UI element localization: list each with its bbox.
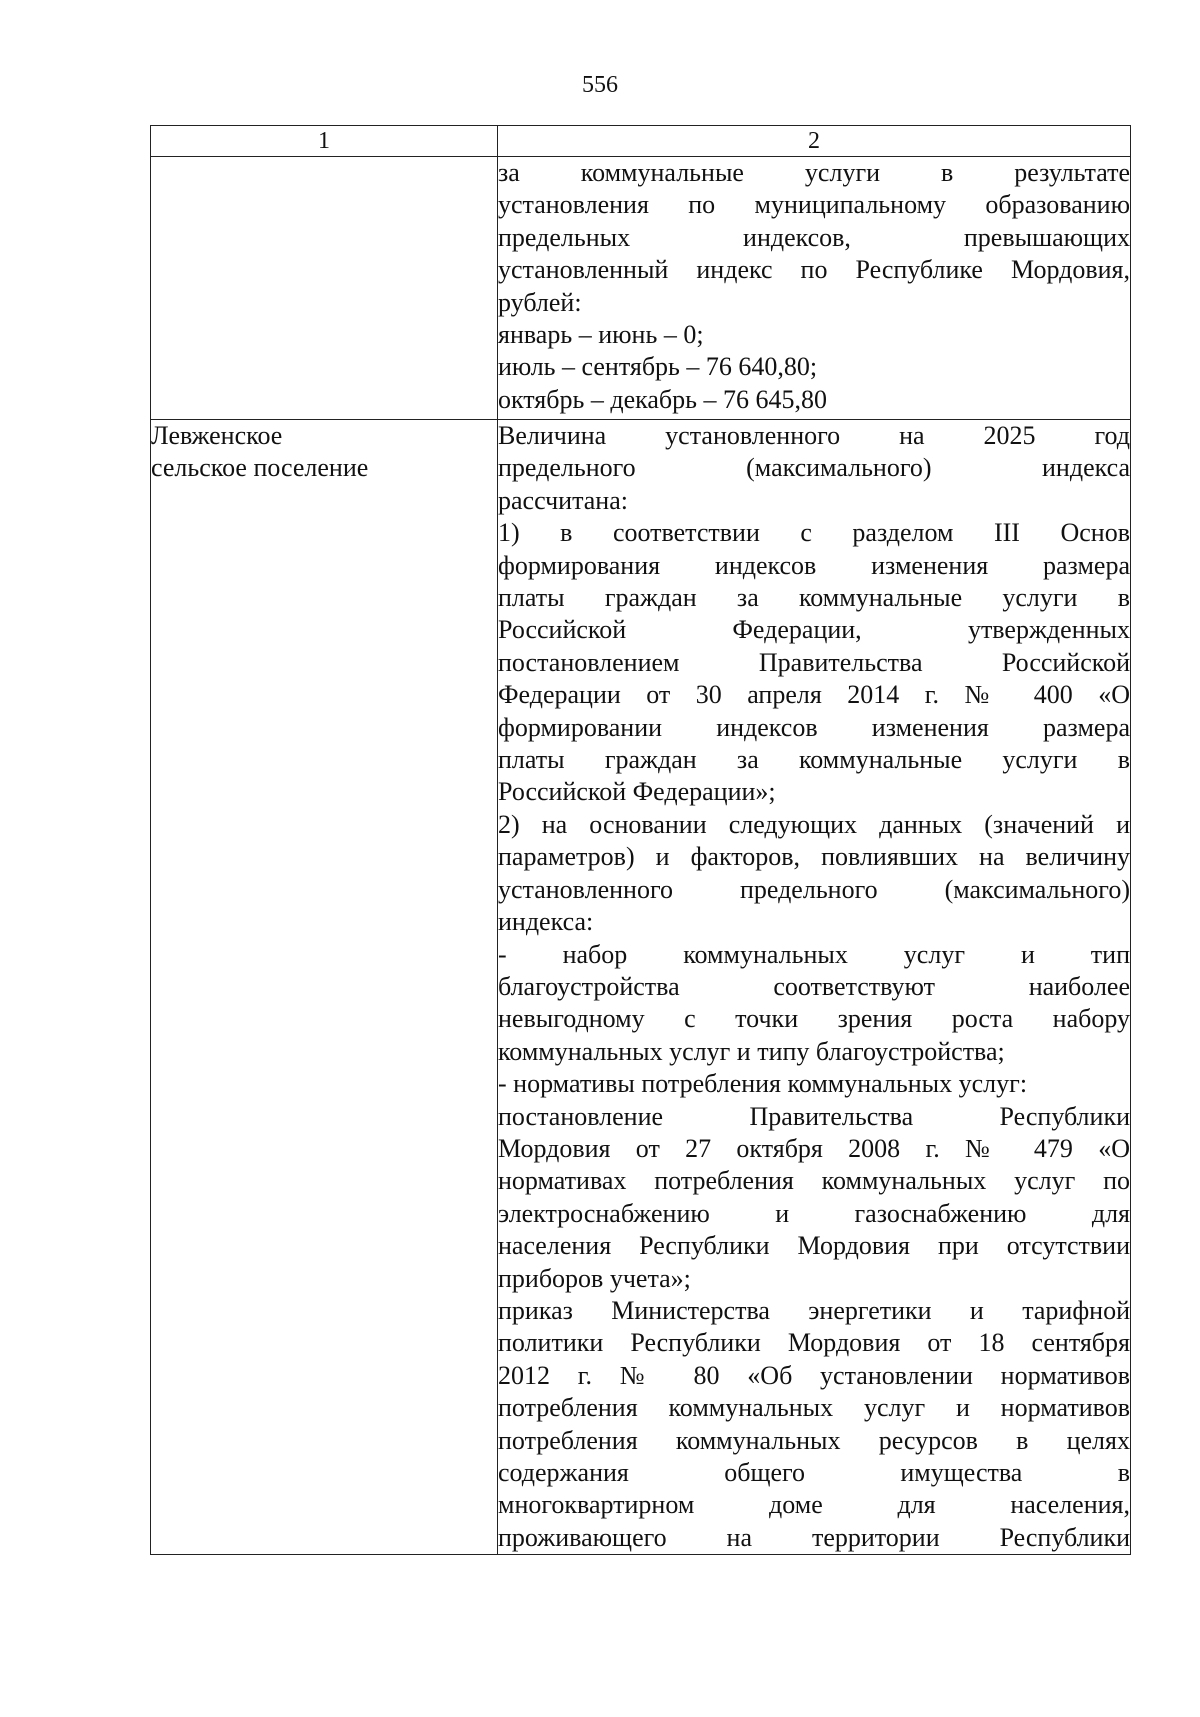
text-line: 1) в соответствии с разделом III Основ <box>498 518 1130 548</box>
text-line: предельного (максимального) индекса <box>498 453 1130 483</box>
text-line: формирования индексов изменения размера <box>498 550 1130 580</box>
text-line: Федерации от 30 апреля 2014 г. № 400 «О <box>498 680 1130 710</box>
column-header-1: 1 <box>151 126 498 157</box>
text-line: Мордовия от 27 октября 2008 г. № 479 «О <box>498 1133 1130 1163</box>
text-line: коммунальных услуг и типу благоустройства; <box>498 1036 1005 1066</box>
text-line: постановлением Правительства Российской <box>498 647 1130 677</box>
text-line: невыгодному с точки зрения роста набору <box>498 1004 1130 1034</box>
row-1-col-1 <box>151 157 498 420</box>
text-line: проживающего на территории Республики <box>498 1522 1130 1552</box>
text-line: 2012 г. № 80 «Об установлении нормативов <box>498 1360 1130 1390</box>
text-line: рассчитана: <box>498 485 628 515</box>
text-line: многоквартирном доме для населения, <box>498 1490 1130 1520</box>
text-line: июль – сентябрь – 76 640,80; <box>498 352 818 382</box>
text-line: нормативах потребления коммунальных услуг по <box>498 1166 1130 1196</box>
document-table <box>150 125 1131 1555</box>
text-line: постановление Правительства Республики <box>498 1101 1130 1131</box>
row-1-col-2 <box>498 157 1131 420</box>
text-line: октябрь – декабрь – 76 645,80 <box>498 384 827 414</box>
table-row <box>151 420 1131 1555</box>
text-line: Российской Федерации»; <box>498 777 776 807</box>
text-line: содержания общего имущества в <box>498 1458 1130 1487</box>
text-line: установления по муниципальному образованию <box>498 190 1130 220</box>
page-number: 556 <box>582 72 618 98</box>
text-line: Российской Федерации, утвержденных <box>498 615 1130 645</box>
text-line: Величина установленного на 2025 год <box>498 421 1130 450</box>
text-line: населения Республики Мордовия при отсутствии <box>498 1231 1130 1261</box>
text-line: приказ Министерства энергетики и тарифной <box>498 1295 1130 1325</box>
text-line: январь – июнь – 0; <box>498 320 704 350</box>
text-line: потребления коммунальных услуг и нормативов <box>498 1393 1130 1423</box>
text-line: формировании индексов изменения размера <box>498 712 1130 742</box>
text-line: индекса: <box>498 907 594 937</box>
text-line: потребления коммунальных ресурсов в целях <box>498 1425 1130 1455</box>
row-2-col-2 <box>498 420 1131 1555</box>
text-line: электроснабжению и газоснабжению для <box>498 1198 1130 1228</box>
settlement-name-line: сельское поселение <box>151 453 369 483</box>
text-line: благоустройства соответствуют наиболее <box>498 971 1130 1001</box>
text-line: - набор коммунальных услуг и тип <box>498 939 1130 969</box>
table-header-row <box>151 126 1131 157</box>
column-header-2: 2 <box>498 126 1131 157</box>
text-line: установленный индекс по Республике Мордовия, <box>498 255 1130 285</box>
text-line: рублей: <box>498 287 582 317</box>
row-2-col-1 <box>151 420 498 1555</box>
text-line: платы граждан за коммунальные услуги в <box>498 745 1130 775</box>
text-line: платы граждан за коммунальные услуги в <box>498 583 1130 613</box>
settlement-name-line: Левженское <box>151 421 283 450</box>
table-row <box>151 157 1131 420</box>
text-line: параметров) и факторов, повлиявших на величину <box>498 842 1130 872</box>
text-line: установленного предельного (максимального) <box>498 874 1130 904</box>
text-line: предельных индексов, превышающих <box>498 222 1130 252</box>
text-line: за коммунальные услуги в результате <box>498 158 1130 187</box>
text-line: - нормативы потребления коммунальных услуг: <box>498 1069 1028 1099</box>
text-line: 2) на основании следующих данных (значений и <box>498 809 1130 839</box>
text-line: приборов учета»; <box>498 1263 691 1293</box>
text-line: политики Республики Мордовия от 18 сентября <box>498 1328 1130 1358</box>
